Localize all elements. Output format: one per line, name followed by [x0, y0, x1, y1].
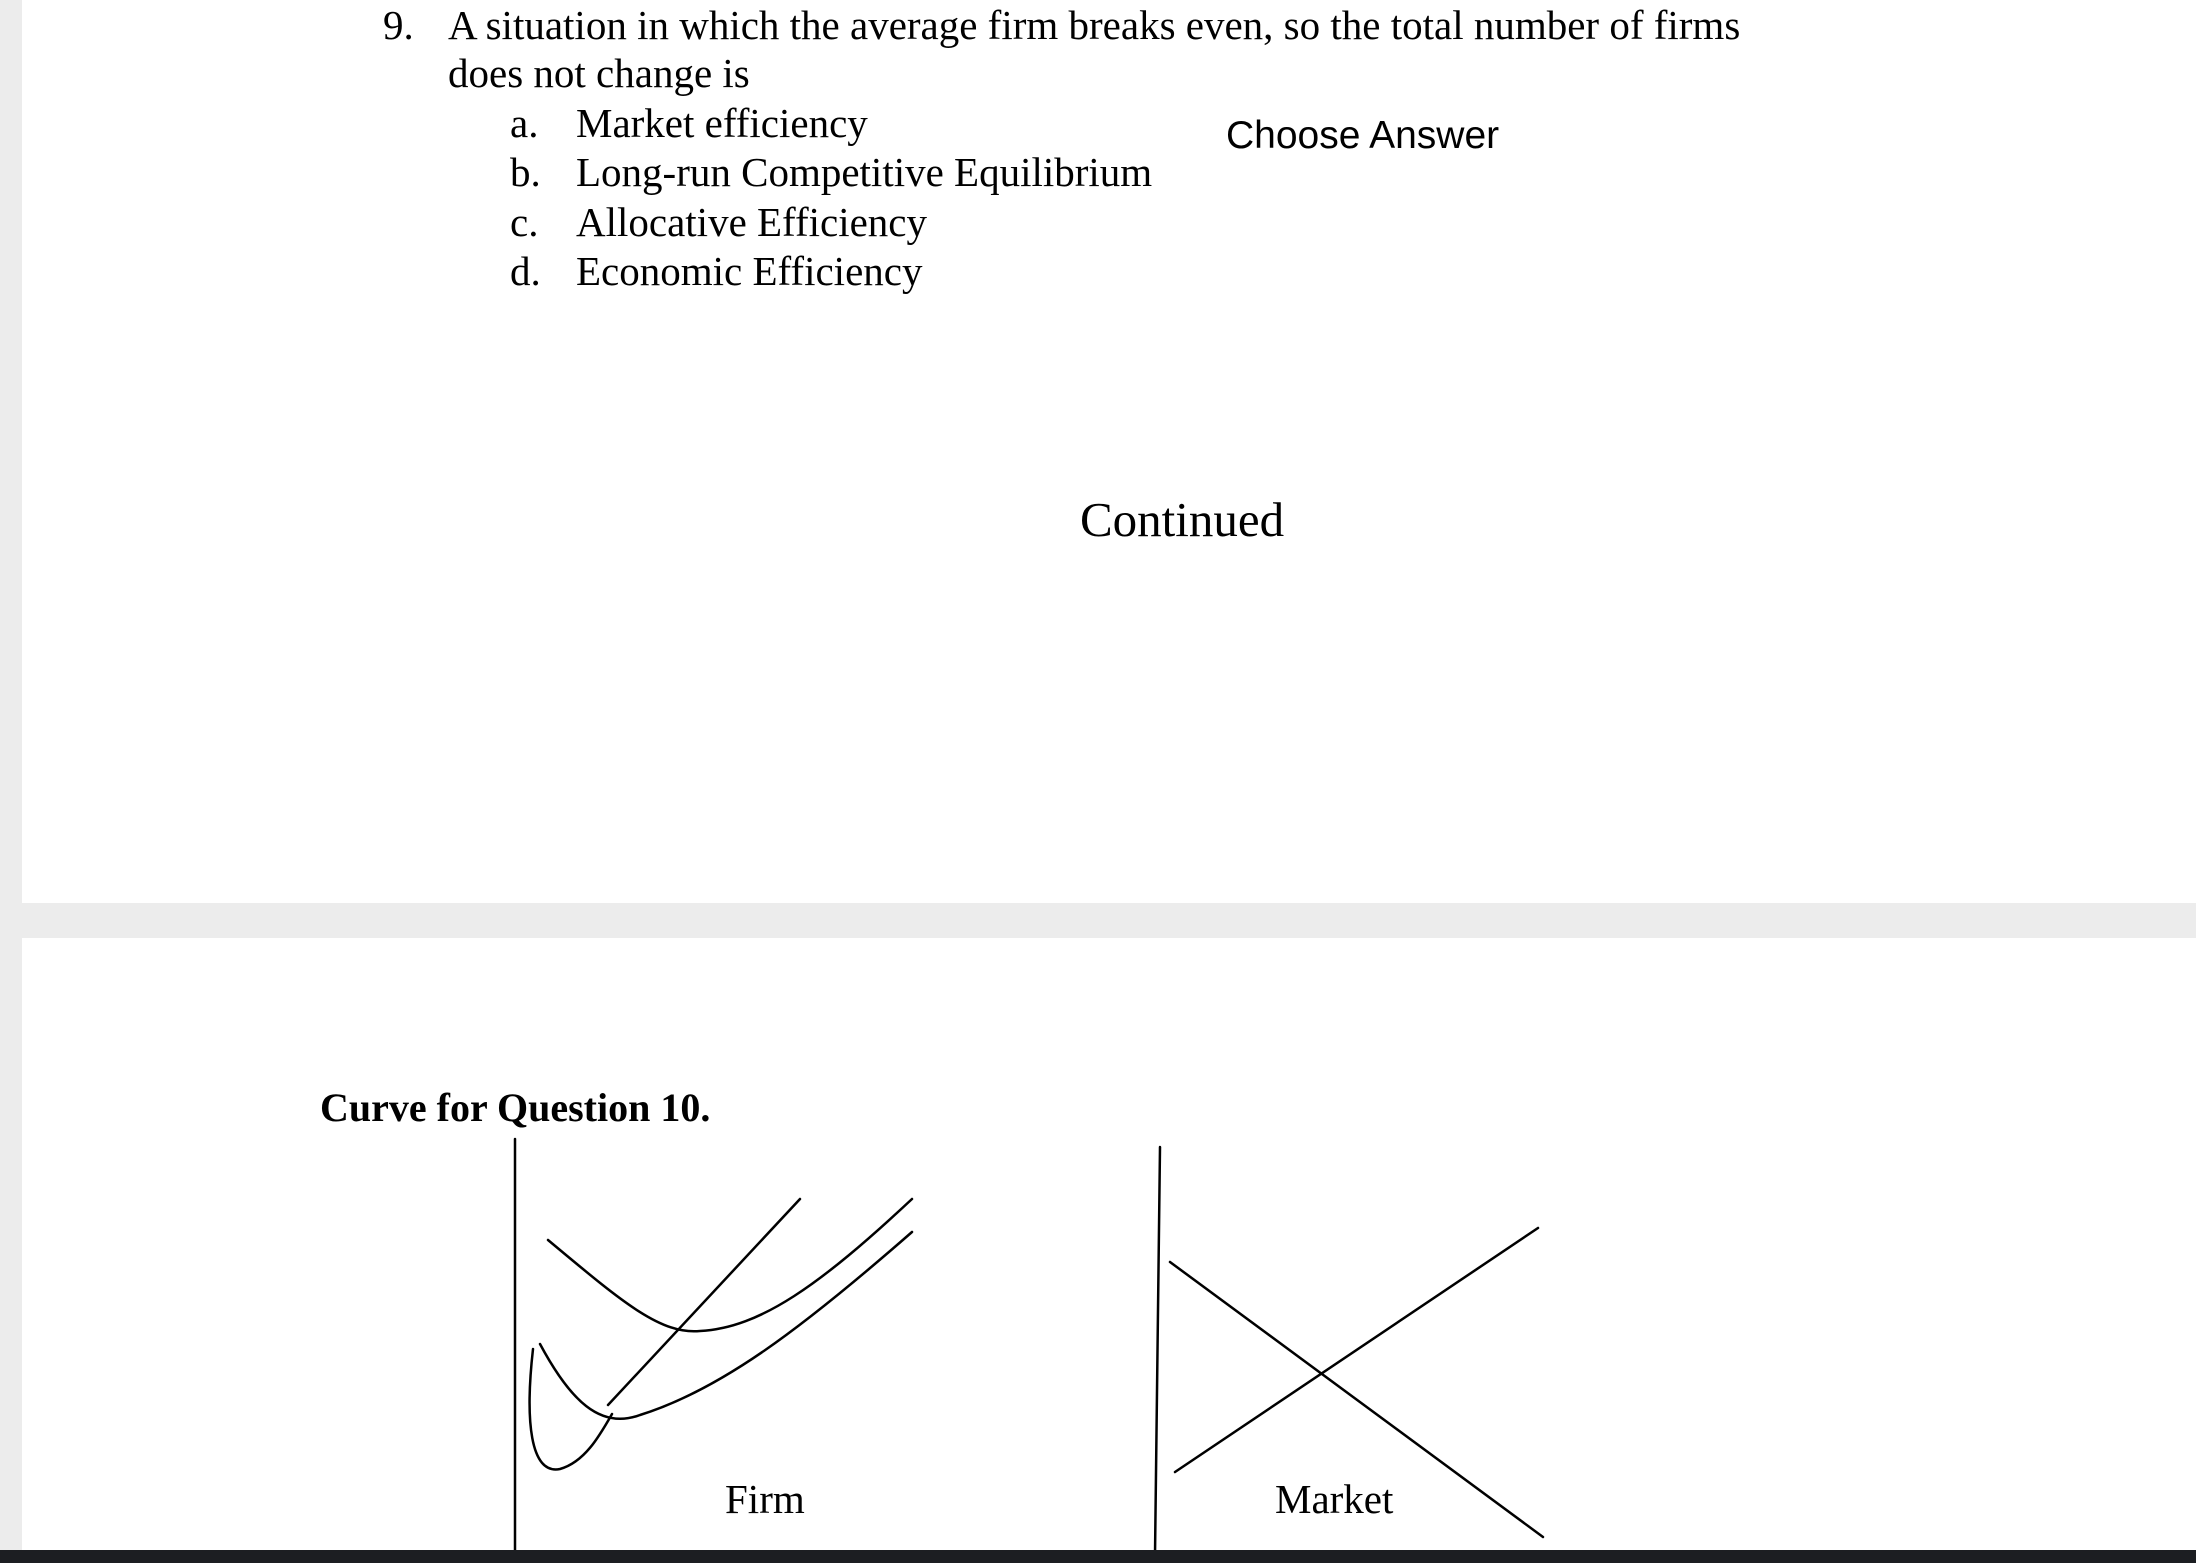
option-c-letter: c. — [510, 199, 539, 245]
market-supply-curve — [1175, 1228, 1538, 1472]
market-vertical-axis — [1155, 1147, 1160, 1555]
question-stem-line-1: A situation in which the average firm breaks even, so the total number of firms — [448, 2, 1741, 48]
bottom-bar — [0, 1550, 2196, 1563]
option-b-text: Long-run Competitive Equilibrium — [576, 149, 1153, 195]
choose-answer-dropdown[interactable]: Choose Answer — [1226, 112, 1499, 160]
option-a-letter: a. — [510, 100, 539, 146]
firm-short-curve — [530, 1349, 612, 1469]
firm-atc-curve — [548, 1199, 912, 1331]
option-a-text: Market efficiency — [576, 100, 868, 146]
question-stem-line-2: does not change is — [448, 50, 750, 96]
firm-avc-curve — [540, 1232, 912, 1419]
firm-graph-label: Firm — [725, 1476, 805, 1522]
option-d-letter: d. — [510, 248, 541, 294]
option-d-text: Economic Efficiency — [576, 248, 923, 294]
curve-section-title: Curve for Question 10. — [320, 1085, 711, 1130]
continued-label: Continued — [1080, 492, 1285, 547]
question-number: 9. — [383, 2, 414, 48]
option-c-text: Allocative Efficiency — [576, 199, 928, 245]
firm-mc-curve — [608, 1199, 800, 1405]
option-b-letter: b. — [510, 149, 541, 195]
market-graph-label: Market — [1275, 1476, 1394, 1522]
